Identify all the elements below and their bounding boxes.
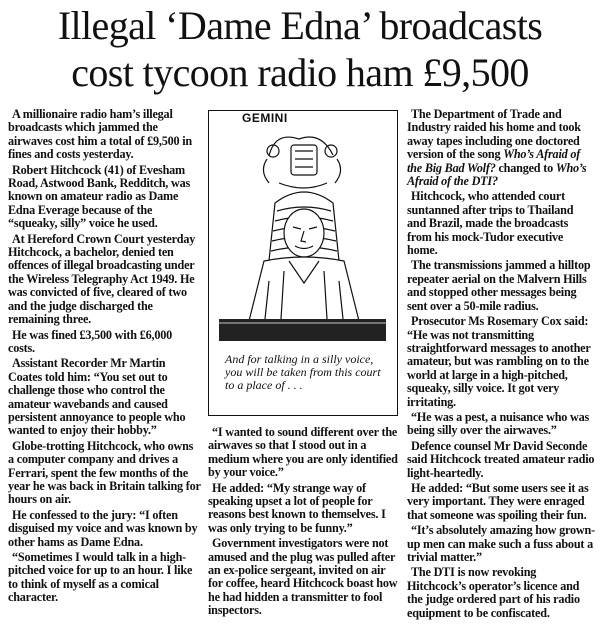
paragraph: Globe-trotting Hitchcock, who owns a computer company and drives a Ferrari, spent the few months of the year he was back in Britain talking for hours on air. <box>8 438 201 507</box>
paragraph: “It’s absolutely amazing how grown-up men can make such a fuss about a trivial matter.” <box>407 523 595 564</box>
song-title: Who’s Afraid of the Big Bad Wolf? <box>407 147 581 175</box>
paragraph-text: changed to <box>495 160 556 175</box>
paragraph: “I wanted to sound different over the airwaves so that I stood out in a medium where you are only identified by your voice.” <box>208 425 398 480</box>
cartoon-caption: And for talking in a silly voice, you will be taken from this court to a place of . . . <box>225 352 381 393</box>
paragraph-text: The Department of Trade and Industry raided his home and took away tapes including one doctored version of the song <box>407 107 581 162</box>
article-column-1 <box>8 108 201 607</box>
paragraph: “He was a pest, a nuisance who was being silly over the airwaves.” <box>407 409 590 438</box>
headline <box>0 2 600 96</box>
paragraph: The DTI is now revoking Hitchcock’s operator’s licence and the judge ordered part of his radio equipment to be confiscated. <box>407 565 580 620</box>
paragraph <box>407 108 595 188</box>
paragraph: He added: “But some users see it as very important. They were enraged that someone was spoiling their fun. <box>407 480 589 522</box>
paragraph: “Sometimes I would talk in a high-pitched voice for up to an hour. I like to think of myself as a comical character. <box>8 550 193 605</box>
headline-line-1: Illegal ‘Dame Edna’ broadcasts <box>57 3 543 48</box>
paragraph: At Hereford Crown Court yesterday Hitchcock, a bachelor, denied ten offences of illegal broadcasting under the Wireless Telegraphy Act 1949. He was convicted of five, cleared of two and the judge discharged the remaining three. <box>8 231 196 327</box>
article-column-2 <box>208 426 400 620</box>
article-column-3 <box>407 108 595 622</box>
paragraph: Hitchcock, who attended court suntanned after trips to Thailand and Brazil, made the broadcasts from his mock-Tudor executive home. <box>407 189 574 258</box>
judge-bench-icon <box>219 319 386 341</box>
paragraph: Defence counsel Mr David Seconde said Hitchcock treated amateur radio light-heartedly. <box>407 438 595 480</box>
paragraph: Government investigators were not amused and the plug was pulled after an ex-police sergeant, invited on air for coffee, heard Hitchcock boast how he had hidden a transmitter to fool inspectors. <box>208 536 398 618</box>
coat-of-arms-icon <box>263 137 340 188</box>
song-title: Who’s Afraid of the DTI? <box>407 160 587 189</box>
paragraph: He added: “My strange way of speaking upset a lot of people for reasons best known to themselves. I was only trying to be funny.” <box>208 480 386 535</box>
paragraph: A millionaire radio ham’s illegal broadcasts which jammed the airwaves cost him a total of £9,500 in fines and costs yesterday. <box>8 107 192 162</box>
cartoon-artist-tag: GEMINI <box>239 111 291 125</box>
paragraph: Robert Hitchcock (41) of Evesham Road, Astwood Bank, Redditch, was known on amateur radio as Dame Edna Everage because of the “squeaky, silly” voice he used. <box>8 162 191 231</box>
cartoon-panel <box>208 110 398 416</box>
judge-figure-icon <box>249 192 359 321</box>
paragraph: He was fined £3,500 with £6,000 costs. <box>8 327 173 355</box>
headline-line-2: cost tycoon radio ham £9,500 <box>71 50 529 95</box>
paragraph: The transmissions jammed a hilltop repeater aerial on the Malvern Hills and stopped other messages being sent over a 50-mile radius. <box>407 258 591 313</box>
paragraph: He confessed to the jury: “I often disguised my voice and was known by other hams as Dame Edna. <box>8 507 198 549</box>
paragraph: Assistant Recorder Mr Martin Coates told him: “You set out to challenge those who control the amateur wavebands and caused persistent annoyance to people who wanted to enjoy their hobby.” <box>8 356 186 438</box>
paragraph: Prosecutor Ms Rosemary Cox said: “He was not transmitting straightforward messages to another amateur, but was rambling on to the world at large in a high-pitched, squeaky, silly voice. It got very irritating. <box>407 314 591 409</box>
